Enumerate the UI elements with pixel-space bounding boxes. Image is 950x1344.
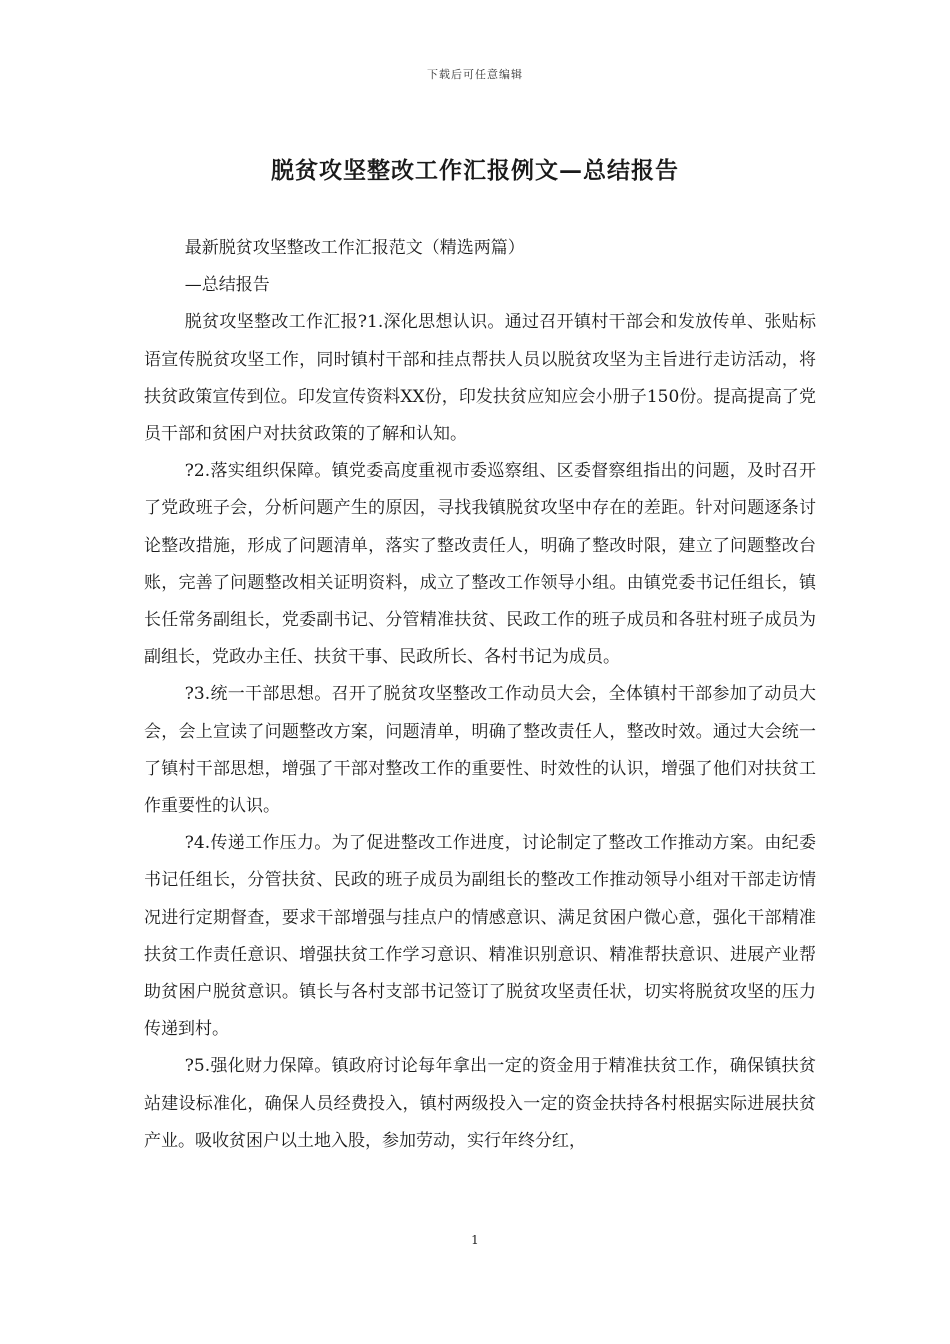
paragraph-5: ?5.强化财力保障。镇政府讨论每年拿出一定的资金用于精准扶贫工作，确保镇扶贫站建设标准化，确保人员经费投入，镇村两级投入一定的资金扶持各村根据实际进展扶贫产业。吸收贫困户以土地入股，参加劳动，实行年终分红， [144, 1056, 816, 1151]
document-title: 脱贫攻坚整改工作汇报例文—总结报告 [271, 157, 679, 184]
paragraph-1: 脱贫攻坚整改工作汇报?1.深化思想认识。通过召开镇村干部会和发放传单、张贴标语宣传脱贫攻坚工作，同时镇村干部和挂点帮扶人员以脱贫攻坚为主旨进行走访活动，将扶贫政策宣传到位。印发宣传资料XX份，印发扶贫应知应会小册子150份。提高提高了党员干部和贫困户对扶贫政策的了解和认知。 [144, 312, 816, 445]
paragraph-3: ?3.统一干部思想。召开了脱贫攻坚整改工作动员大会，全体镇村干部参加了动员大会，会上宣读了问题整改方案，问题清单，明确了整改责任人，整改时效。通过大会统一了镇村干部思想，增强了干部对整改工作的重要性、时效性的认识，增强了他们对扶贫工作重要性的认识。 [144, 684, 816, 817]
paragraph-2: ?2.落实组织保障。镇党委高度重视市委巡察组、区委督察组指出的问题，及时召开了党政班子会，分析问题产生的原因，寻找我镇脱贫攻坚中存在的差距。针对问题逐条讨论整改措施，形成了问题清单，落实了整改责任人，明确了整改时限，建立了问题整改台账，完善了问题整改相关证明资料，成立了整改工作领导小组。由镇党委书记任组长，镇长任常务副组长，党委副书记、分管精准扶贫、民政工作的班子成员和各驻村班子成员为副组长，党政办主任、扶贫干事、民政所长、各村书记为成员。 [144, 461, 816, 668]
page-number: 1 [471, 1233, 479, 1247]
paragraph-4: ?4.传递工作压力。为了促进整改工作进度，讨论制定了整改工作推动方案。由纪委书记任组长，分管扶贫、民政的班子成员为副组长的整改工作推动领导小组对干部走访情况进行定期督查，要求干部增强与挂点户的情感意识、满足贫困户微心意，强化干部精准扶贫工作责任意识、增强扶贫工作学习意识、精准识别意识、精准帮扶意识、进展产业帮助贫困户脱贫意识。镇长与各村支部书记签订了脱贫攻坚责任状，切实将脱贫攻坚的压力传递到村。 [144, 833, 816, 1040]
subtitle-line: 最新脱贫攻坚整改工作汇报范文（精选两篇） [184, 238, 525, 258]
subtitle-suffix: —总结报告 [184, 275, 270, 296]
page-header-note: 下载后可任意编辑 [427, 68, 523, 81]
document-body [144, 230, 816, 1160]
